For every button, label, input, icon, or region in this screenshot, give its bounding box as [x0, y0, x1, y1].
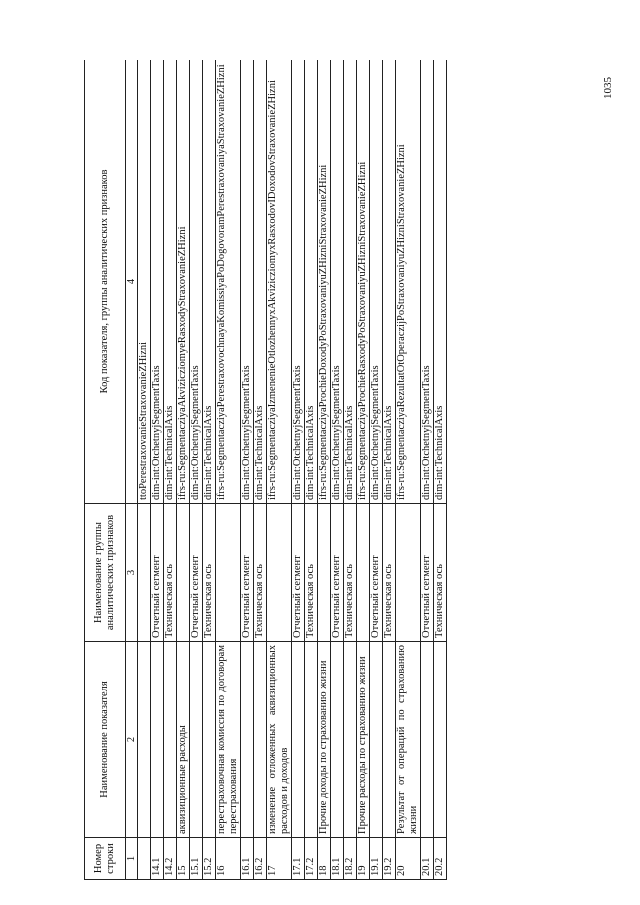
column-number: 3: [126, 504, 138, 642]
group-name-cell: Техническая ось: [383, 504, 396, 642]
row-number-cell: 19.2: [383, 838, 396, 880]
rotated-page: [84, 60, 611, 880]
group-name-cell: Техническая ось: [344, 504, 357, 642]
group-name-cell: Техническая ось: [203, 504, 216, 642]
row-number-cell: 16.2: [254, 838, 267, 880]
code-cell: dim-int:OtchetnyjSegmentTaxis: [190, 60, 203, 504]
indicator-name-cell: [203, 642, 216, 838]
row-number-cell: 20.1: [421, 838, 434, 880]
code-cell: ttoPerestraxovanieStraxovanieZHizni: [138, 60, 151, 504]
code-cell: ifrs-ru:SegmentacziyaIzmenenieOtlozhennyxAkvizicziomyxRasxodovIDoxodovStraxovanieZHizni: [267, 60, 292, 504]
code-cell: dim-int:TechnicalAxis: [164, 60, 177, 504]
header-group-name: Наименование группы аналитических признаков: [85, 504, 126, 642]
code-cell: ifrs-ru:SegmentacziyaAkvizicziomyeRasxodyStraxovanieZHizni: [177, 60, 190, 504]
row-number-cell: 15.2: [203, 838, 216, 880]
code-cell: ifrs-ru:SegmentacziyaProchieRasxodyPoStraxovaniyuZHizniStraxovanieZHizni: [357, 60, 370, 504]
header-row: [85, 60, 126, 880]
group-name-cell: Техническая ось: [254, 504, 267, 642]
code-cell: dim-int:OtchetnyjSegmentTaxis: [241, 60, 254, 504]
row-number-cell: 18.2: [344, 838, 357, 880]
table-row: [190, 60, 203, 880]
row-number-cell: 19.1: [370, 838, 383, 880]
code-cell: ifrs-ru:SegmentacziyaProchieDoxodyPoStraxovaniyuZHizniStraxovanieZHizni: [318, 60, 331, 504]
group-name-cell: Отчетный сегмент: [331, 504, 344, 642]
column-number: 2: [126, 642, 138, 838]
indicator-name-cell: Результат от операций по страхованию жизни: [396, 642, 421, 838]
indicator-name-cell: [370, 642, 383, 838]
indicator-name-cell: [254, 642, 267, 838]
indicator-name-cell: изменение отложенных аквизиционных расходов и доходов: [267, 642, 292, 838]
row-number-cell: 20.2: [434, 838, 447, 880]
column-number-row: [126, 60, 138, 880]
table-row: [151, 60, 164, 880]
indicator-name-cell: [383, 642, 396, 838]
table-row: [383, 60, 396, 880]
group-name-cell: Техническая ось: [164, 504, 177, 642]
table-row: [305, 60, 318, 880]
group-name-cell: Отчетный сегмент: [370, 504, 383, 642]
group-name-cell: [216, 504, 241, 642]
indicator-name-cell: [138, 642, 151, 838]
table-row: [138, 60, 151, 880]
group-name-cell: Техническая ось: [434, 504, 447, 642]
table-row: [254, 60, 267, 880]
code-cell: dim-int:OtchetnyjSegmentTaxis: [421, 60, 434, 504]
group-name-cell: Отчетный сегмент: [151, 504, 164, 642]
row-number-cell: 15.1: [190, 838, 203, 880]
group-name-cell: Техническая ось: [305, 504, 318, 642]
rotated-content: [84, 60, 611, 880]
table-row: [318, 60, 331, 880]
row-number-cell: 18: [318, 838, 331, 880]
indicator-name-cell: [164, 642, 177, 838]
group-name-cell: [396, 504, 421, 642]
row-number-cell: 14.1: [151, 838, 164, 880]
row-number-cell: 18.1: [331, 838, 344, 880]
group-name-cell: [138, 504, 151, 642]
code-cell: dim-int:OtchetnyjSegmentTaxis: [331, 60, 344, 504]
table-row: [344, 60, 357, 880]
indicator-name-cell: [190, 642, 203, 838]
indicator-name-cell: [344, 642, 357, 838]
row-number-cell: [138, 838, 151, 880]
group-name-cell: [177, 504, 190, 642]
column-number: 4: [126, 60, 138, 504]
code-cell: dim-int:TechnicalAxis: [203, 60, 216, 504]
indicator-name-cell: [151, 642, 164, 838]
code-cell: ifrs-ru:SegmentacziyaRezultatOtOperaczijPoStraxovaniyuZHizniStraxovanieZHizni: [396, 60, 421, 504]
table-row: [434, 60, 447, 880]
group-name-cell: [267, 504, 292, 642]
indicator-name-cell: перестраховочная комиссия по договорам перестрахования: [216, 642, 241, 838]
table-row: [203, 60, 216, 880]
indicator-name-cell: [434, 642, 447, 838]
indicator-name-cell: [331, 642, 344, 838]
table-row: [292, 60, 305, 880]
row-number-cell: 15: [177, 838, 190, 880]
row-number-cell: 16: [216, 838, 241, 880]
header-name: Наименование показателя: [85, 642, 126, 838]
group-name-cell: [357, 504, 370, 642]
table-row: [241, 60, 254, 880]
header-code: Код показателя, группы аналитических признаков: [85, 60, 126, 504]
row-number-cell: 16.1: [241, 838, 254, 880]
table-row: [177, 60, 190, 880]
table-row: [396, 60, 421, 880]
table-row: [370, 60, 383, 880]
group-name-cell: Отчетный сегмент: [292, 504, 305, 642]
code-cell: dim-int:OtchetnyjSegmentTaxis: [370, 60, 383, 504]
table-row: [331, 60, 344, 880]
code-cell: dim-int:TechnicalAxis: [383, 60, 396, 504]
row-number-cell: 17.1: [292, 838, 305, 880]
indicator-name-cell: [305, 642, 318, 838]
table-row: [357, 60, 370, 880]
column-number: 1: [126, 838, 138, 880]
indicator-name-cell: аквизиционные расходы: [177, 642, 190, 838]
table-body: [138, 60, 447, 880]
table-row: [216, 60, 241, 880]
table-row: [421, 60, 434, 880]
table-row: [267, 60, 292, 880]
row-number-cell: 19: [357, 838, 370, 880]
group-name-cell: Отчетный сегмент: [421, 504, 434, 642]
page-number: 1035: [602, 77, 614, 99]
row-number-cell: 20: [396, 838, 421, 880]
table-row: [164, 60, 177, 880]
group-name-cell: [318, 504, 331, 642]
code-cell: dim-int:OtchetnyjSegmentTaxis: [151, 60, 164, 504]
indicator-name-cell: [421, 642, 434, 838]
code-cell: dim-int:OtchetnyjSegmentTaxis: [292, 60, 305, 504]
code-cell: dim-int:TechnicalAxis: [344, 60, 357, 504]
indicator-table: [84, 60, 447, 880]
row-number-cell: 17: [267, 838, 292, 880]
code-cell: dim-int:TechnicalAxis: [434, 60, 447, 504]
indicator-name-cell: Прочие расходы по страхованию жизни: [357, 642, 370, 838]
group-name-cell: Отчетный сегмент: [190, 504, 203, 642]
code-cell: dim-int:TechnicalAxis: [305, 60, 318, 504]
row-number-cell: 14.2: [164, 838, 177, 880]
indicator-name-cell: Прочие доходы по страхованию жизни: [318, 642, 331, 838]
group-name-cell: Отчетный сегмент: [241, 504, 254, 642]
code-cell: ifrs-ru:SegmentacziyaPerestraxovochnayaKomissiyaPoDogovoramPerestraxovaniyaStraxovanieZHizni: [216, 60, 241, 504]
header-row-no: Номер строки: [85, 838, 126, 880]
indicator-name-cell: [292, 642, 305, 838]
row-number-cell: 17.2: [305, 838, 318, 880]
indicator-name-cell: [241, 642, 254, 838]
code-cell: dim-int:TechnicalAxis: [254, 60, 267, 504]
